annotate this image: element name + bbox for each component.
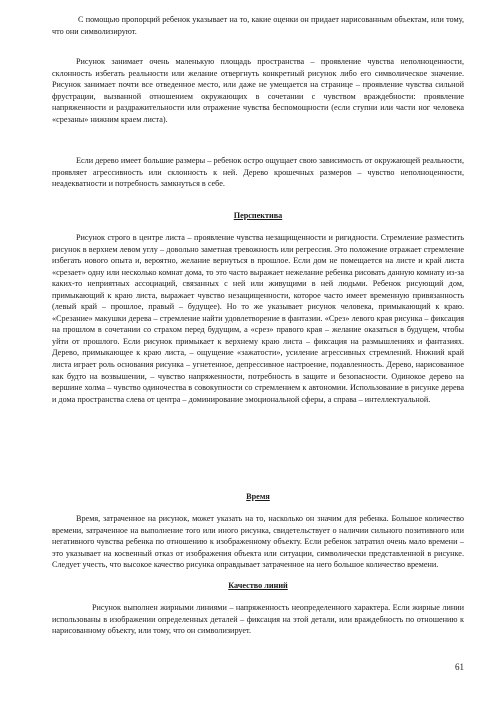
- section-heading: Перспектива: [233, 211, 283, 220]
- page-number: 61: [455, 662, 464, 672]
- heading-perspective-block: [52, 210, 464, 222]
- section-heading: Качество линий: [228, 581, 288, 590]
- heading-time-block: [52, 491, 464, 503]
- paragraph-time: [52, 513, 464, 571]
- paragraph-text: Время, затраченное на рисунок, может указать на то, насколько он значим для ребенка. Большое количество времени, затраченное на выполнение того или иного рисунка, свидетельствует о наличии сильного позитивного или негативного чувства ребенка по отношению к изображенному объекту. Если ребенок затратил очень мало времени – это указывает на косвенный отказ от изображения объекта или ситуации, символически представленной в рисунке. Следует учесть, что высокое качество рисунка оправдывает затраченное на него большое количество времени.: [52, 514, 464, 570]
- paragraph-text: С помощью пропорций ребенок указывает на то, какие оценки он придает нарисованным объектам, или тому, что они символизируют.: [52, 15, 464, 36]
- section-heading: Время: [246, 492, 270, 501]
- paragraph-tree-size: [52, 155, 464, 190]
- paragraph-proportions: [52, 14, 464, 37]
- paragraph-text: Рисунок выполнен жирными линиями – напряженность неопределенного характера. Если жирные линии использованы в изображении определенных деталей – фиксация на этой детали, или враждебность по отношению к нарисованному объекту, или тому, что он символизирует.: [52, 603, 464, 636]
- paragraph-text: Если дерево имеет большие размеры – ребенок остро ощущает свою зависимость от окружающей реальности, проявляет агрессивность или склонность к ней. Дерево крошечных размеров – чувство неполноценности, неадекватности и потребность замкнуться в себе.: [52, 156, 464, 189]
- paragraph-text: Рисунок строго в центре листа – проявление чувства незащищенности и ригидности. Стремление разместить рисунок в верхнем левом углу – довольно заметная тревожность или регрессия. Это положение отражает стремление избегать нового опыта и, вероятно, желание вернуться в прошлое. Если дом не помещается на листе и край листа «срезает» одну или несколько комнат дома, то это часто выражает нежелание ребенка рисовать данную комнату из-за каких-то неприятных ассоциаций, связанных с ней или живущими в ней людьми. Ребенок рисующий дом, примыкающий к краю листа, выражает чувство незащищенности, которое часто имеет временную привязанность (левый край – прошлое, правый – будущее). Но то же указывает рисунок человека, примыкающий к краю. «Срезание» макушки дерева – стремление найти удовлетворение в фантазии. «Срез» левого края рисунка – фиксация на прошлом в сочетании со страхом перед будущим, а «срез» правого края – желание оказаться в будущем, чтобы уйти от прошлого. Если рисунок примыкает к верхнему краю листа – фиксация на размышлениях и фантазиях. Дерево, примыкающее к краю листа, – ощущение «зажатости», усиление агрессивных стремлений. Нижний край листа играет роль основания рисунка – угнетенное, депрессивное настроение, подавленность. Дерево, нарисованное как будто на возвышении, – чувство напряженности, потребность в защите и безопасности. Одинокое дерево на вершине холма – чувство одиночества в совокупности со стремлением к автономии. Использование в рисунке дерева и дома пространства слева от центра – доминирование эмоциональной сферы, а справа – интеллектуальной.: [52, 233, 464, 404]
- heading-lines-block: [52, 580, 464, 592]
- paragraph-lines: [52, 602, 464, 637]
- paragraph-drawing-size: [52, 56, 464, 125]
- paragraph-perspective: [52, 232, 464, 405]
- paragraph-text: Рисунок занимает очень маленькую площадь пространства – проявление чувства неполноценности, склонность избегать реальности или желание отвергнуть конкретный рисунок либо его символическое значение. Рисунок занимает почти все отведенное место, или даже не умещается на странице – проявление чувства сильной фрустрации, вызванной отношением окружающих в сочетании с чувством враждебности: проявление напряженности и раздражительности или отражение чувства беспомощности (если ступни или части ног человека «срезаны» нижним краем листа).: [52, 57, 464, 124]
